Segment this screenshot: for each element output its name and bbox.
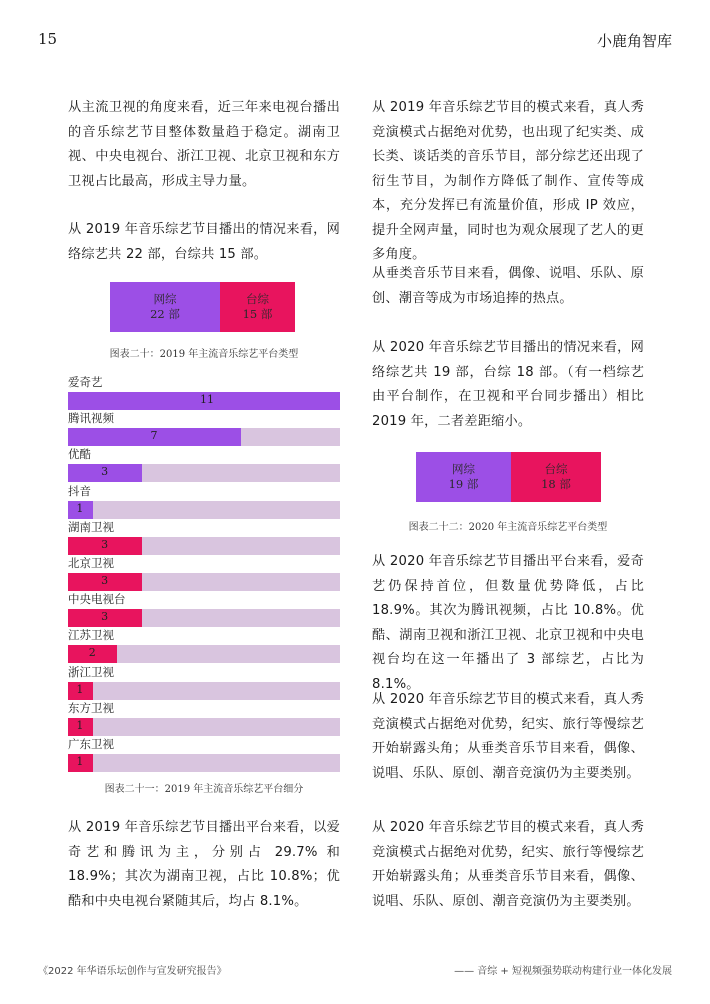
footer-section-title: —— 音综 + 短视频强势联动构建行业一体化发展 — [454, 966, 672, 977]
bar-value-label: 3 — [101, 465, 109, 479]
segment-web-2019 — [110, 282, 220, 332]
bar-category-label: 东方卫视 — [68, 700, 114, 715]
bar-track — [68, 645, 340, 663]
bar-category-label: 爱奇艺 — [68, 375, 103, 389]
chart-caption-20: 图表二十：2019 年主流音乐综艺平台类型 — [109, 349, 299, 360]
segment-web-2020 — [416, 452, 511, 502]
chart-caption-22: 图表二十二：2020 年主流音乐综艺平台类型 — [408, 522, 608, 533]
bar-category-label: 中央电视台 — [68, 592, 126, 607]
chart-2020-platform-type — [416, 452, 601, 502]
bar-track — [68, 718, 340, 736]
segment-value: 19 部 — [448, 477, 479, 491]
bar-track — [68, 464, 340, 482]
segment-label: 网综 — [452, 462, 475, 476]
bar-category-label: 腾讯视频 — [68, 411, 114, 426]
left-paragraph-1: 从主流卫视的角度来看，近三年来电视台播出的音乐综艺节目整体数量趋于稳定。湖南卫视、中央电视台、浙江卫视、北京卫视和东方卫视占比最高，形成主导力量。 — [68, 100, 340, 189]
bar-value-label: 2 — [88, 646, 96, 660]
bar-value-label: 3 — [101, 537, 109, 551]
footer-report-title: 《2022 年华语乐坛创作与宣发研究报告》 — [38, 966, 227, 977]
bar-track — [68, 428, 340, 446]
right-paragraph-2: 从垂类音乐节目来看，偶像、说唱、乐队、原创、潮音等成为市场追捧的热点。 — [372, 266, 644, 306]
bar-value-label: 11 — [200, 393, 214, 406]
bar-value-label: 7 — [150, 429, 158, 443]
segment-label: 网综 — [153, 292, 177, 306]
bar-category-label: 抖音 — [68, 483, 91, 498]
chart-2019-platform-type — [110, 282, 295, 332]
bar-value-label: 1 — [76, 501, 84, 515]
bar-track — [68, 501, 340, 519]
segment-value: 22 部 — [150, 307, 180, 321]
right-paragraph-6: 从 2020 年音乐综艺节目的模式来看，真人秀竞演模式占据绝对优势，纪实、旅行等慢综艺开始崭露头角；从垂类音乐节目来看，偶像、说唱、乐队、原创、潮音竞演仍为主要类别。 — [372, 820, 644, 909]
right-paragraph-5: 从 2020 年音乐综艺节目的模式来看，真人秀竞演模式占据绝对优势，纪实、旅行等慢综艺开始崭露头角；从垂类音乐节目来看，偶像、说唱、乐队、原创、潮音竞演仍为主要类别。 — [372, 692, 644, 781]
bar-value-label: 3 — [101, 574, 109, 587]
chart-caption-21: 图表二十一：2019 年主流音乐综艺平台细分 — [104, 784, 304, 795]
bar-category-label: 浙江卫视 — [68, 664, 114, 679]
segment-label: 台综 — [544, 462, 568, 476]
segment-value: 18 部 — [541, 477, 571, 491]
bar-value-label: 1 — [76, 682, 84, 696]
bar-category-label: 湖南卫视 — [68, 519, 114, 534]
brand-name: 小鹿角智库 — [596, 32, 672, 50]
bar-category-label: 北京卫视 — [68, 556, 114, 570]
segment-tv-2019 — [220, 282, 295, 332]
bar-category-label: 优酷 — [68, 447, 91, 462]
bar-category-label: 江苏卫视 — [68, 628, 114, 643]
page-number: 15 — [38, 30, 58, 48]
chart-2019-platform-breakdown — [68, 376, 340, 776]
right-paragraph-3: 从 2020 年音乐综艺节目播出的情况来看，网络综艺共 19 部，台综 18 部。（有一档综艺由平台制作，在卫视和平台同步播出）相比 2019 年，二者差距缩小。 — [372, 340, 644, 429]
right-paragraph-1: 从 2019 年音乐综艺节目的模式来看，真人秀竞演模式占据绝对优势，也出现了纪实类、成长类、谈话类的音乐节目，部分综艺还出现了衍生节目，为制作方降低了制作、宣传等成本，充分发挥已有流量价值，形成 IP 效应，提升全网声量，同时也为观众展现了艺人的更多角度。 — [372, 100, 644, 262]
bar-category-label: 广东卫视 — [68, 737, 114, 751]
segment-value: 15 部 — [242, 307, 273, 321]
right-paragraph-4: 从 2020 年音乐综艺节目播出平台来看，爱奇艺仍保持首位，但数量优势降低，占比 18.9%。其次为腾讯视频，占比 10.8%。优酷、湖南卫视和浙江卫视、北京卫视和中央电视台均在这一年播出了 3 部综艺，占比为 8.1%。 — [372, 554, 644, 692]
bar-track — [68, 609, 340, 627]
bar-value-label: 1 — [76, 755, 84, 768]
left-paragraph-3: 从 2019 年音乐综艺节目播出平台来看，以爱奇艺和腾讯为主，分别占 29.7% 和 18.9%；其次为湖南卫视，占比 10.8%；优酷和中央电视台紧随其后，均占 8.1%。 — [68, 820, 340, 909]
bar-value-label: 3 — [101, 610, 109, 624]
bar-track — [68, 682, 340, 700]
left-paragraph-2: 从 2019 年音乐综艺节目播出的情况来看，网络综艺共 22 部，台综共 15 部。 — [68, 222, 340, 262]
bar-track — [68, 537, 340, 555]
segment-tv-2020 — [511, 452, 601, 502]
bar-track — [68, 392, 340, 410]
segment-label: 台综 — [245, 292, 269, 306]
bar-value-label: 1 — [76, 718, 84, 732]
bar-track — [68, 573, 340, 591]
bar-track — [68, 754, 340, 772]
